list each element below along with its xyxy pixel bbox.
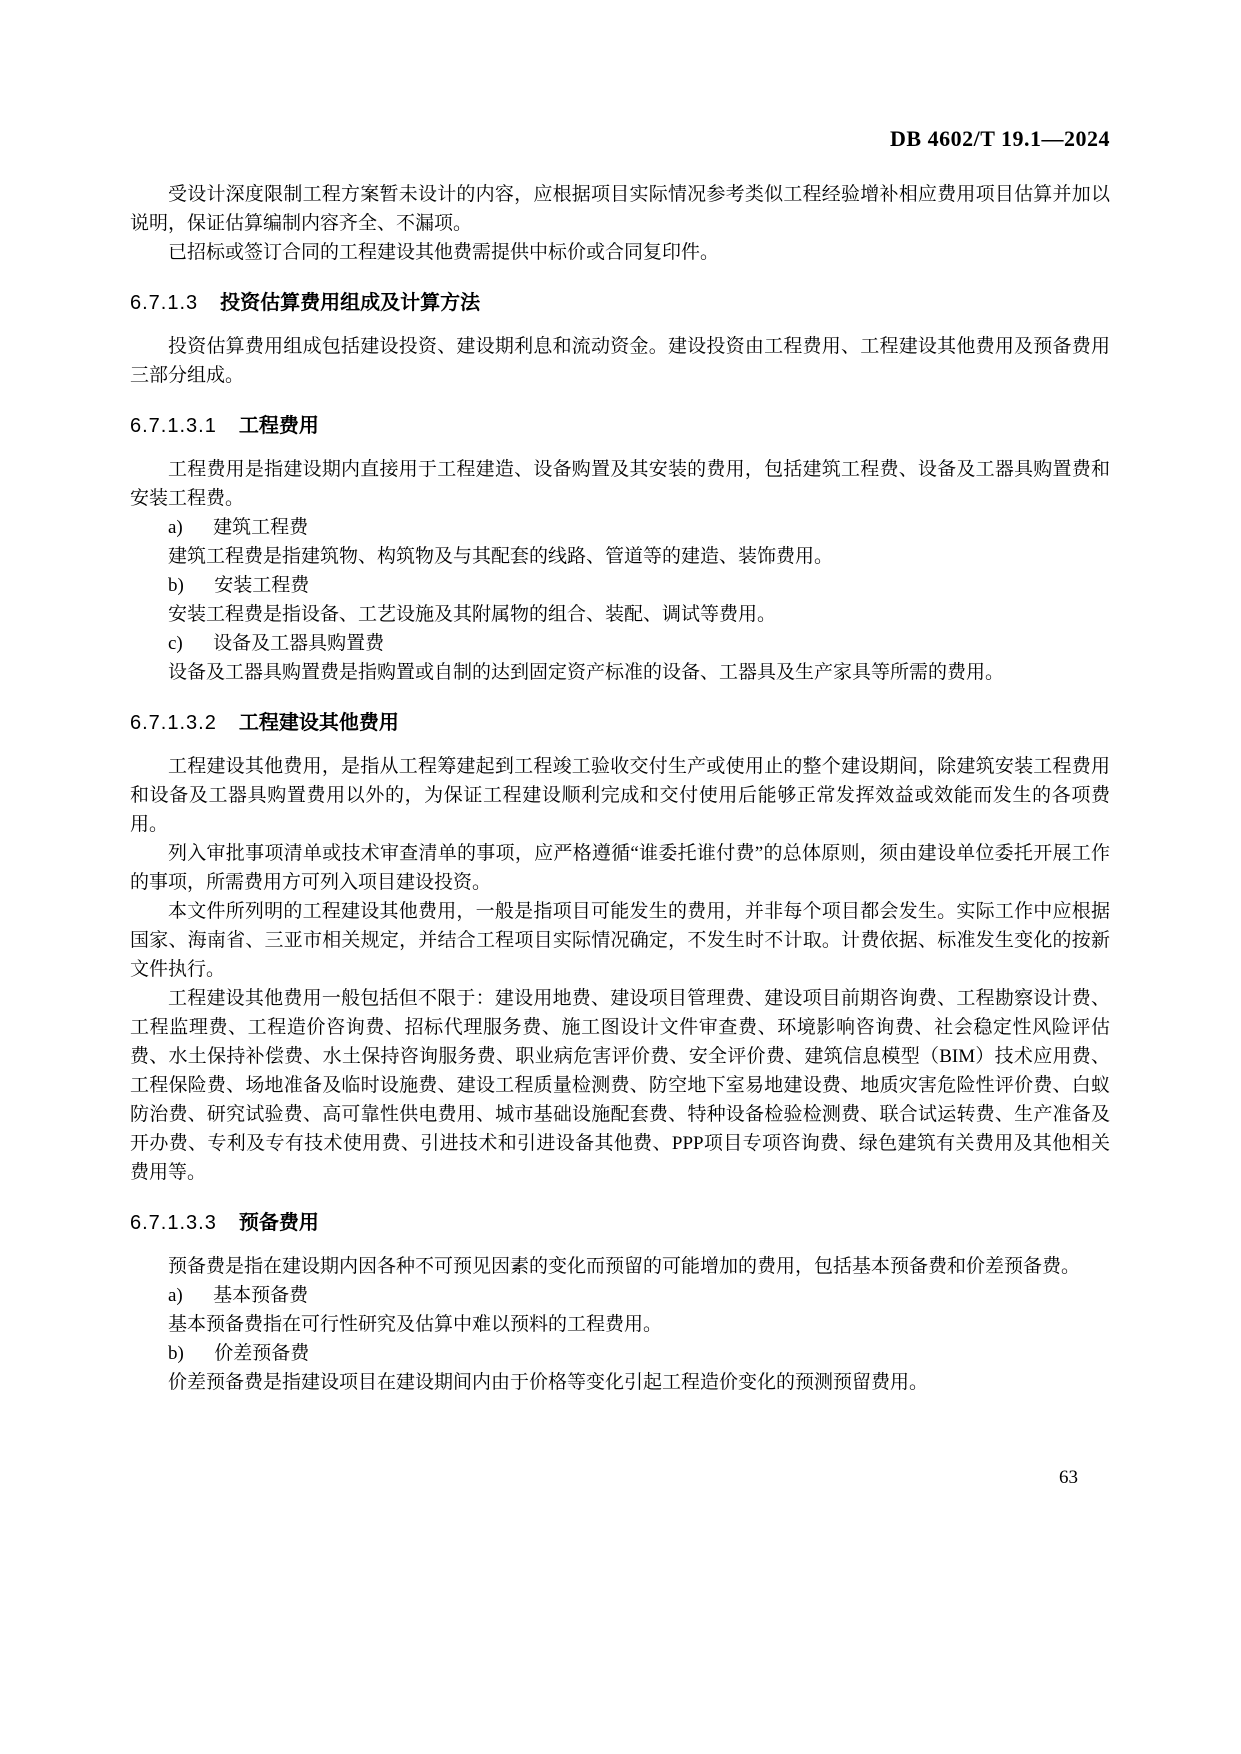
list-item-label: a) [168, 1285, 183, 1306]
section-title: 工程建设其他费用 [238, 712, 399, 734]
section-heading [130, 289, 1110, 318]
paragraph: 工程建设其他费用，是指从工程筹建起到工程竣工验收交付生产或使用止的整个建设期间，除建筑安装工程费用和设备及工器具购置费用以外的，为保证工程建设顺利完成和交付使用后能够正常发挥效益或效能而发生的各项费用。 [130, 756, 1110, 835]
paragraph: 基本预备费指在可行性研究及估算中难以预料的工程费用。 [168, 1314, 663, 1335]
list-item-label: b) [168, 575, 184, 596]
section-heading [130, 709, 1110, 738]
list-item: a) 建筑工程费 [130, 513, 1110, 542]
section-title: 投资估算费用组成及计算方法 [220, 292, 481, 314]
paragraph: 设备及工器具购置费是指购置或自制的达到固定资产标准的设备、工器具及生产家具等所需的费用。 [168, 662, 1005, 683]
paragraph: 工程费用是指建设期内直接用于工程建造、设备购置及其安装的费用，包括建筑工程费、设备及工器具购置费和安装工程费。 [130, 459, 1110, 509]
list-item: c) 设备及工器具购置费 [130, 629, 1110, 658]
section-heading [130, 1209, 1110, 1238]
document-content [130, 180, 1110, 1397]
section-title: 工程费用 [238, 415, 319, 437]
document-number: DB 4602/T 19.1—2024 [890, 126, 1110, 151]
section-title: 预备费用 [238, 1212, 319, 1234]
list-item: b) 安装工程费 [130, 571, 1110, 600]
paragraph: 安装工程费是指设备、工艺设施及其附属物的组合、装配、调试等费用。 [168, 604, 777, 625]
list-item: b) 价差预备费 [130, 1339, 1110, 1368]
list-item-label: b) [168, 1343, 184, 1364]
paragraph: 投资估算费用组成包括建设投资、建设期利息和流动资金。建设投资由工程费用、工程建设其他费用及预备费用三部分组成。 [130, 336, 1110, 386]
list-item: a) 基本预备费 [130, 1281, 1110, 1310]
paragraph: 建筑工程费是指建筑物、构筑物及与其配套的线路、管道等的建造、装饰费用。 [168, 546, 834, 567]
paragraph: 工程建设其他费用一般包括但不限于：建设用地费、建设项目管理费、建设项目前期咨询费、工程勘察设计费、工程监理费、工程造价咨询费、招标代理服务费、施工图设计文件审查费、环境影响咨询费、社会稳定性风险评估费、水土保持补偿费、水土保持咨询服务费、职业病危害评价费、安全评价费、建筑信息模型（BIM）技术应用费、工程保险费、场地准备及临时设施费、建设工程质量检测费、防空地下室易地建设费、地质灾害危险性评价费、白蚁防治费、研究试验费、高可靠性供电费用、城市基础设施配套费、特种设备检验检测费、联合试运转费、生产准备及开办费、专利及专有技术使用费、引进技术和引进设备其他费、PPP项目专项咨询费、绿色建筑有关费用及其他相关费用等。 [130, 988, 1110, 1183]
paragraph: 预备费是指在建设期内因各种不可预见因素的变化而预留的可能增加的费用，包括基本预备费和价差预备费。 [168, 1256, 1081, 1277]
list-item-label: c) [168, 633, 183, 654]
paragraph: 已招标或签订合同的工程建设其他费需提供中标价或合同复印件。 [168, 242, 720, 263]
page-number: 63 [1059, 1467, 1078, 1488]
paragraph: 受设计深度限制工程方案暂未设计的内容，应根据项目实际情况参考类似工程经验增补相应费用项目估算并加以说明，保证估算编制内容齐全、不漏项。 [130, 184, 1110, 234]
section-heading [130, 412, 1110, 441]
paragraph: 价差预备费是指建设项目在建设期间内由于价格等变化引起工程造价变化的预测预留费用。 [168, 1372, 929, 1393]
list-item-label: a) [168, 517, 183, 538]
section-number: 6.7.1.3.3 [130, 1212, 217, 1234]
section-number: 6.7.1.3.1 [130, 415, 217, 437]
paragraph: 列入审批事项清单或技术审查清单的事项，应严格遵循“谁委托谁付费”的总体原则，须由建设单位委托开展工作的事项，所需费用方可列入项目建设投资。 [130, 843, 1110, 893]
section-number: 6.7.1.3.2 [130, 712, 217, 734]
section-number: 6.7.1.3 [130, 292, 199, 314]
paragraph: 本文件所列明的工程建设其他费用，一般是指项目可能发生的费用，并非每个项目都会发生。实际工作中应根据国家、海南省、三亚市相关规定，并结合工程项目实际情况确定，不发生时不计取。计费依据、标准发生变化的按新文件执行。 [130, 901, 1110, 980]
